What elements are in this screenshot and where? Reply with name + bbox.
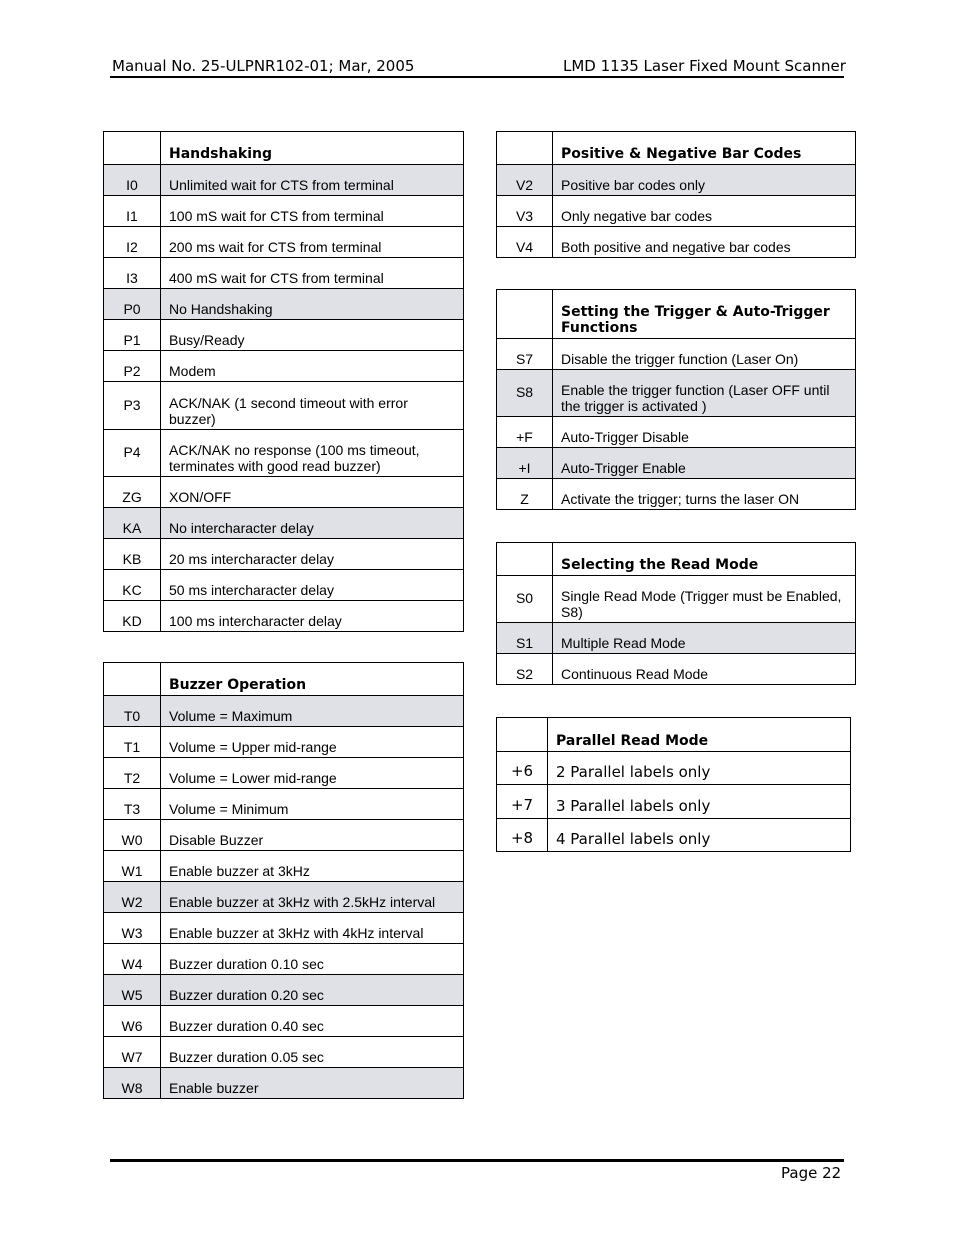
table-cell-description: 4 Parallel labels only	[548, 819, 851, 852]
table-cell-code: V3	[497, 196, 553, 227]
page-number: Page 22	[781, 1164, 842, 1182]
table-cell-description: Volume = Lower mid-range	[161, 758, 464, 789]
table-title: Setting the Trigger & Auto-Trigger Functions	[553, 290, 856, 339]
table-cell-code: P0	[104, 289, 161, 320]
table-cell-description: 400 mS wait for CTS from terminal	[161, 258, 464, 289]
table-cell-description: Both positive and negative bar codes	[553, 227, 856, 258]
table-header-code-cell	[497, 718, 548, 752]
table-cell-description: Enable the trigger function (Laser OFF until the trigger is activated )	[553, 370, 856, 417]
table-cell-code: KA	[104, 508, 161, 539]
table-cell-description: Buzzer duration 0.10 sec	[161, 944, 464, 975]
table-title: Parallel Read Mode	[548, 718, 851, 752]
table-cell-description: Only negative bar codes	[553, 196, 856, 227]
table-cell-description: Busy/Ready	[161, 320, 464, 351]
table-cell-description: 100 ms intercharacter delay	[161, 601, 464, 632]
table-cell-description: Positive bar codes only	[553, 165, 856, 196]
header-divider	[110, 76, 844, 78]
table-cell-description: Volume = Maximum	[161, 696, 464, 727]
header-manual-number: Manual No. 25-ULPNR102-01; Mar, 2005	[112, 57, 415, 75]
table-cell-description: Volume = Upper mid-range	[161, 727, 464, 758]
table-cell-code: W7	[104, 1037, 161, 1068]
table-cell-code: ZG	[104, 477, 161, 508]
table-cell-code: W0	[104, 820, 161, 851]
table-cell-description: Activate the trigger; turns the laser ON	[553, 479, 856, 510]
table-header-code-cell	[497, 543, 553, 576]
table-header-code-cell	[104, 132, 161, 165]
table-cell-code: KD	[104, 601, 161, 632]
handshaking-table	[103, 131, 464, 632]
table-cell-code: I2	[104, 227, 161, 258]
table-cell-description: Modem	[161, 351, 464, 382]
table-cell-description: Auto-Trigger Enable	[553, 448, 856, 479]
positive-negative-table	[496, 131, 856, 258]
table-cell-code: P1	[104, 320, 161, 351]
table-cell-code: V2	[497, 165, 553, 196]
table-cell-code: +7	[497, 785, 548, 819]
table-cell-code: T0	[104, 696, 161, 727]
table-cell-description: ACK/NAK (1 second timeout with error buzzer)	[161, 382, 464, 430]
footer-divider	[110, 1159, 844, 1162]
table-cell-code: KB	[104, 539, 161, 570]
table-cell-code: KC	[104, 570, 161, 601]
table-cell-description: Enable buzzer at 3kHz with 4kHz interval	[161, 913, 464, 944]
table-cell-description: Enable buzzer	[161, 1068, 464, 1099]
table-cell-code: W3	[104, 913, 161, 944]
table-cell-description: Disable the trigger function (Laser On)	[553, 339, 856, 370]
table-cell-description: Continuous Read Mode	[553, 654, 856, 685]
table-cell-description: 3 Parallel labels only	[548, 785, 851, 819]
table-header-code-cell	[497, 290, 553, 339]
table-cell-description: Buzzer duration 0.05 sec	[161, 1037, 464, 1068]
table-cell-code: W8	[104, 1068, 161, 1099]
table-cell-description: Auto-Trigger Disable	[553, 417, 856, 448]
table-cell-code: I0	[104, 165, 161, 196]
table-cell-description: Enable buzzer at 3kHz	[161, 851, 464, 882]
table-cell-code: +I	[497, 448, 553, 479]
table-cell-code: +6	[497, 752, 548, 785]
table-cell-description: Enable buzzer at 3kHz with 2.5kHz interval	[161, 882, 464, 913]
table-cell-description: No intercharacter delay	[161, 508, 464, 539]
table-cell-code: W6	[104, 1006, 161, 1037]
table-title: Handshaking	[161, 132, 464, 165]
table-cell-code: S8	[497, 370, 553, 417]
table-cell-code: +8	[497, 819, 548, 852]
table-cell-code: S1	[497, 623, 553, 654]
table-cell-description: ACK/NAK no response (100 ms timeout, terminates with good read buzzer)	[161, 430, 464, 477]
parallel-read-mode-table	[496, 717, 851, 852]
table-header-code-cell	[497, 132, 553, 165]
buzzer-operation-table	[103, 662, 464, 1099]
table-cell-code: I3	[104, 258, 161, 289]
table-cell-code: W4	[104, 944, 161, 975]
table-title: Selecting the Read Mode	[553, 543, 856, 576]
table-cell-code: T1	[104, 727, 161, 758]
table-cell-description: 50 ms intercharacter delay	[161, 570, 464, 601]
table-cell-description: 200 ms wait for CTS from terminal	[161, 227, 464, 258]
table-cell-description: Multiple Read Mode	[553, 623, 856, 654]
table-cell-description: Disable Buzzer	[161, 820, 464, 851]
table-cell-code: W1	[104, 851, 161, 882]
table-cell-description: Single Read Mode (Trigger must be Enabled, S8)	[553, 576, 856, 623]
table-cell-code: S0	[497, 576, 553, 623]
table-title: Positive & Negative Bar Codes	[553, 132, 856, 165]
table-cell-code: W2	[104, 882, 161, 913]
table-header-code-cell	[104, 663, 161, 696]
table-cell-code: T3	[104, 789, 161, 820]
table-cell-description: Buzzer duration 0.40 sec	[161, 1006, 464, 1037]
table-cell-description: Unlimited wait for CTS from terminal	[161, 165, 464, 196]
table-cell-code: W5	[104, 975, 161, 1006]
table-cell-description: XON/OFF	[161, 477, 464, 508]
table-cell-code: V4	[497, 227, 553, 258]
table-cell-code: Z	[497, 479, 553, 510]
table-cell-code: P2	[104, 351, 161, 382]
table-cell-description: Buzzer duration 0.20 sec	[161, 975, 464, 1006]
table-cell-code: +F	[497, 417, 553, 448]
table-title: Buzzer Operation	[161, 663, 464, 696]
header-product-title: LMD 1135 Laser Fixed Mount Scanner	[563, 57, 846, 75]
table-cell-code: S7	[497, 339, 553, 370]
table-cell-code: I1	[104, 196, 161, 227]
table-cell-code: P3	[104, 382, 161, 430]
read-mode-table	[496, 542, 856, 685]
table-cell-description: 2 Parallel labels only	[548, 752, 851, 785]
table-cell-description: No Handshaking	[161, 289, 464, 320]
table-cell-code: S2	[497, 654, 553, 685]
table-cell-description: 100 mS wait for CTS from terminal	[161, 196, 464, 227]
table-cell-code: T2	[104, 758, 161, 789]
table-cell-code: P4	[104, 430, 161, 477]
trigger-settings-table	[496, 289, 856, 510]
table-cell-description: 20 ms intercharacter delay	[161, 539, 464, 570]
table-cell-description: Volume = Minimum	[161, 789, 464, 820]
